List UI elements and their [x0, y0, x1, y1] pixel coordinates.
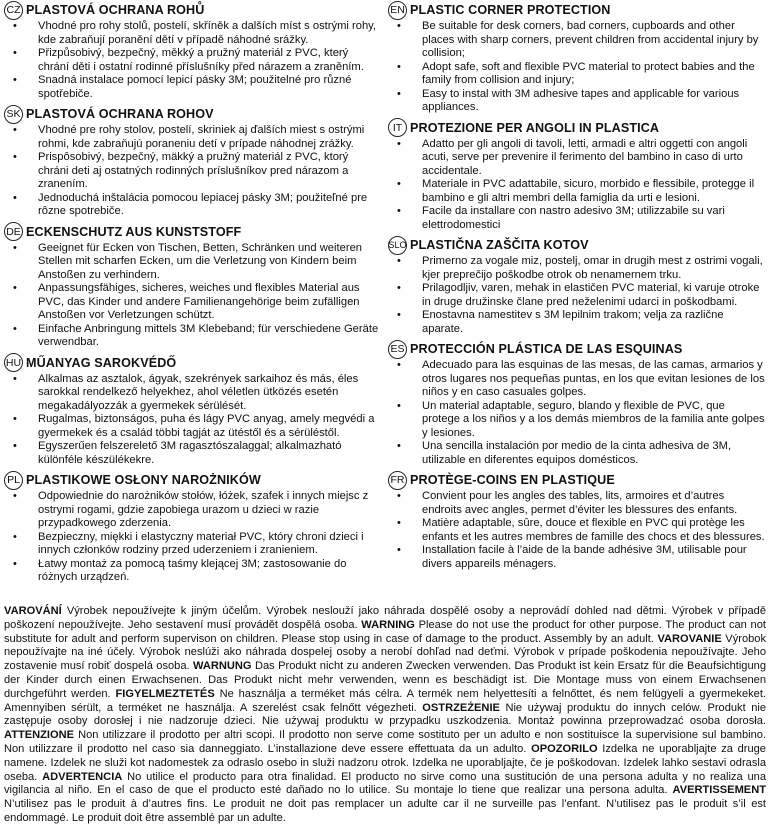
bullet-item: • Alkalmas az asztalok, ágyak, szekrények sarkaihoz és más, éles sarokkal rendelkező helyekhez, ahol véletlen ütközés esetén megakadályozzák a gyermekek sérülését. — [38, 373, 380, 414]
warning-text: Izdelka ne uporabljajte za druge namene. Izdelek ne služi kot nadomestek za odraslo osebo in služi nadzoru otrok. Izdelka ne uporabljajte, če je poškodovan. Izdelek lahko sestavi odrasla oseba. — [4, 742, 766, 783]
bullet-item: • Egyszerűen felszerelető 3M ragasztószalaggal; alkalmazható különféle készülékekre. — [38, 440, 380, 467]
left-column — [4, 0, 380, 588]
section-title: PLASTOVÁ OCHRANA ROHOV — [26, 107, 214, 121]
warning-text: No utilice el producto para otra finalidad. El producto no sirve como una sustitución de una persona adulta y no realiza una vigilancia al niño. En el caso de que el producto esté dañado no lo utilice. Su montaje lo tiene que realizar una persona adulta. — [4, 770, 766, 797]
bullet-item: • Be suitable for desk corners, bad corners, cupboards and other places with sharp corners, prevent children from accidental injury by collision; — [422, 20, 765, 61]
bullet-item: • Adopt safe, soft and flexible PVC material to protect babies and the family from collision and injury; — [422, 61, 765, 88]
section-pl — [4, 470, 380, 585]
section-title: PLASTIČNA ZAŠČITA KOTOV — [410, 238, 589, 252]
section-en — [388, 0, 765, 115]
warning-text: Ne használja a terméket más célra. A termék nem helyettesíti a felnőttet, és nem felügyeli a gyermekeket. Amennyiben sérült, a terméket ne használja. A szerelést csak felnőtt végezheti. — [4, 687, 766, 714]
section-title: PROTÈGE-COINS EN PLASTIQUE — [410, 473, 615, 487]
section-header — [388, 0, 765, 20]
warning-label: WARNUNG — [193, 660, 252, 673]
warning-text: Výrobek nepoužívejte k jiným účelům. Výrobek neslouží jako náhrada dospělé osoby a neprovádí dohled nad dětmi. Výrobek v případě poškození nepoužívejte. Jeho sestavení musí provádět dospělá osoba. — [4, 605, 766, 631]
bullet-item: • Bezpieczny, miękki i elastyczny materiał PVC, który chroni dzieci i innych członków rodziny przed uderzeniem i zranieniem. — [38, 531, 380, 558]
bullet-item: • Anpassungsfähiges, sicheres, weiches und flexibles Material aus PVC, das Kinder und andere Familienangehörige beim zufälligen Anstoßen vor Verletzungen schützt. — [38, 282, 380, 323]
warning-text: Please do not use the product for other purpose. The product can not substitute for adult and perform supervison on children. Please stop using in case of damage to the product. Assembly by an adult. — [4, 618, 766, 645]
section-hu — [4, 353, 380, 468]
bullet-list — [4, 490, 380, 585]
bullet-list — [4, 242, 380, 350]
bullet-list — [388, 490, 765, 571]
right-column — [388, 0, 765, 574]
section-title: PROTECCIÓN PLÁSTICA DE LAS ESQUINAS — [410, 342, 683, 356]
section-title: ECKENSCHUTZ AUS KUNSTSTOFF — [26, 224, 242, 239]
section-header — [4, 470, 380, 490]
section-it — [388, 118, 765, 233]
warning-label: FIGYELMEZTETÉS — [115, 687, 215, 700]
bullet-list — [4, 373, 380, 468]
section-header — [4, 353, 380, 373]
warning-label: ATTENZIONE — [4, 729, 75, 742]
warning-label: OSTRZEŻENIE — [422, 701, 500, 714]
bullet-item: • Odpowiednie do narożników stołów, łóżek, szafek i innych miejsc z ostrymi rogami, gdzie zapobiega urazom u dzieci w razie przypadkowego zderzenia. — [38, 490, 380, 531]
section-de — [4, 222, 380, 350]
bullet-item: • Einfache Anbringung mittels 3M Klebeband; für verschiedene Geräte verwendbar. — [38, 323, 380, 350]
warning-text: Nie używaj produktu do innych celów. Produkt nie zastępuje osoby dorosłej i nie nadzoruje dzieci. Nie używaj produktu w przypadku uszkodzenia. Montaż powinna przeprowadzać osoba dorosła. — [4, 701, 767, 728]
bullet-item: • Rugalmas, biztonságos, puha és lágy PVC anyag, amely megvédi a gyermekek és a család többi tagját az ütéstől és a sérüléstől. — [38, 413, 380, 440]
bullet-item: • Primerno za vogale miz, postelj, omar in drugih mest z ostrimi vogali, kjer preprečijo poškodbe otrok ob nenamernem trku. — [422, 255, 765, 282]
section-title: PROTEZIONE PER ANGOLI IN PLASTICA — [410, 120, 660, 135]
language-badge: HU — [4, 353, 23, 372]
bullet-item: • Materiale in PVC adattabile, sicuro, morbido e flessibile, protegge il bambino e gli altri membri della famiglia da urti e lesioni. — [422, 178, 765, 205]
section-cz — [4, 0, 380, 101]
bullet-list — [388, 255, 765, 336]
bullet-item: • Snadná instalace pomocí lepicí pásky 3M; použitelné pro různé spotřebiče. — [38, 74, 380, 101]
bullet-item: • Facile da installare con nastro adesivo 3M; utilizzabile su vari elettrodomestici — [422, 205, 765, 232]
language-badge: ES — [388, 340, 407, 359]
warning-label: OPOZORILO — [531, 742, 598, 755]
section-header — [388, 235, 765, 255]
section-sk — [4, 104, 380, 219]
warning-label: VAROVÁNÍ — [4, 605, 62, 617]
bullet-item: • Łatwy montaż za pomocą taśmy klejącej 3M; zastosowanie do różnych urządzeń. — [38, 558, 380, 585]
bullet-item: • Jednoduchá inštalácia pomocou lepiacej pásky 3M; použiteľné pre rôzne spotrebiče. — [38, 192, 380, 219]
warning-label: VAROVANIE — [657, 632, 722, 645]
language-badge: EN — [388, 1, 407, 20]
language-badge: SK — [4, 105, 23, 124]
bullet-list — [388, 20, 765, 115]
bullet-item: • Prispôsobivý, bezpečný, mäkký a pružný materiál z PVC, ktorý chráni deti aj ostatných rodinných príslušníkov pred nárazom a zranením. — [38, 151, 380, 192]
bullet-item: • Vhodné pre rohy stolov, postelí, skriniek aj ďalších miest s ostrými rohmi, kde zabraňujú poraneniu detí v prípade náhodnej zrážky. — [38, 124, 380, 151]
bullet-item: • Vhodné pro rohy stolů, postelí, skříněk a dalších míst s ostrými rohy, kde zabraňují poranění dětí v případě náhodné srážky. — [38, 20, 380, 47]
bullet-item: • Convient pour les angles des tables, lits, armoires et d’autres endroits avec angles, permet d’éviter les blessures des enfants. — [422, 490, 765, 517]
section-header — [388, 470, 765, 490]
bullet-item: • Enostavna namestitev s 3M lepilnim trakom; velja za različne aparate. — [422, 309, 765, 336]
bullet-item: • Adatto per gli angoli di tavoli, letti, armadi e altri oggetti con angoli acuti, serve per prevenire il ferimento del bambino in caso di urto accidentale. — [422, 138, 765, 179]
section-title: PLASTIC CORNER PROTECTION — [410, 3, 611, 17]
section-slo — [388, 235, 765, 336]
section-title: PLASTOVÁ OCHRANA ROHŮ — [26, 3, 205, 17]
warning-label: WARNING — [361, 618, 415, 631]
language-badge: SLO — [388, 236, 407, 255]
section-header — [4, 0, 380, 20]
bullet-list — [4, 124, 380, 219]
section-es — [388, 339, 765, 467]
bullet-item: • Geeignet für Ecken von Tischen, Betten, Schränken und weiteren Stellen mit scharfen Ecken, um die Verletzung von Kindern beim Anstoßen zu verhindern. — [38, 242, 380, 283]
bullet-item: • Matière adaptable, sûre, douce et flexible en PVC qui protège les enfants et les autres membres de famille des chocs et des blessures. — [422, 517, 765, 544]
section-fr — [388, 470, 765, 571]
bullet-item: • Prilagodljiv, varen, mehak in elastičen PVC material, ki varuje otroke in druge družinske člane pred neželenimi udarci in poškodbami. — [422, 282, 765, 309]
warning-text: Das Produkt nicht zu anderen Zwecken verwenden. Das Produkt ist kein Ersatz für die Beaufsichtigung der Kinder durch einen Erwachsenen. Das Produkt nicht mehr verwenden, wenn es beschädigt ist. Die Montage muss von einem Erwachsenen durchgeführt werden. — [4, 660, 766, 700]
section-header — [4, 222, 380, 242]
language-badge: CZ — [4, 1, 23, 20]
section-title: MŰANYAG SAROKVÉDŐ — [26, 355, 177, 370]
bullet-item: • Un material adaptable, seguro, blando y flexible de PVC, que protege a los niños y a los demás miembros de la familia ante golpes y lesiones. — [422, 400, 765, 441]
bullet-list — [388, 359, 765, 467]
section-header — [4, 104, 380, 124]
warning-text: Non utilizzare il prodotto per altri scopi. Il prodotto non serve come sostituto per un adulto e non sostituisce la supervisione sul bambino. Non utilizzare il prodotto nel caso sia danneggiato. L’installazione deve essere effettuata da un adulto. — [4, 729, 766, 755]
section-header — [388, 339, 765, 359]
warning-paragraph — [4, 605, 766, 826]
warning-label: AVERTISSEMENT — [672, 784, 766, 797]
language-badge: DE — [4, 222, 23, 241]
warning-text: N’utilisez pas le produit à d’autres fins. Le produit ne doit pas remplacer un adulte car il ne surveille pas l’enfant. N’utilisez pas le produit s’il est endommagé. Le produit doit être assemblé par un adulte. — [4, 798, 766, 824]
language-badge: FR — [388, 471, 407, 490]
bullet-list — [4, 20, 380, 101]
section-title: PLASTIKOWE OSŁONY NAROŻNIKÓW — [26, 473, 261, 487]
bullet-item: • Una sencilla instalación por medio de la cinta adhesiva de 3M, utilizable en diferentes equipos domésticos. — [422, 440, 765, 467]
bullet-item: • Přizpůsobivý, bezpečný, měkký a pružný materiál z PVC, který chrání děti i ostatní rodinné příslušníky před nárazem a zraněním. — [38, 47, 380, 74]
bullet-item: • Adecuado para las esquinas de las mesas, de las camas, armarios y otros lugares nos pequeñas puntas, en los que evitan lesiones de los niños y en caso casuales golpes. — [422, 359, 765, 400]
warning-label: ADVERTENCIA — [42, 770, 123, 783]
language-badge: PL — [4, 471, 23, 490]
bullet-item: • Easy to instal with 3M adhesive tapes and applicable for various appliances. — [422, 88, 765, 115]
section-header — [388, 118, 765, 138]
warning-text: Výrobok nepoužívajte na iné účely. Výrobok neslúži ako náhrada dospelej osoby a nerobí dohľad nad deťmi. Výrobok v prípade poškodenia nepoužívajte. Jeho zostavenie musí robiť dospelá osoba. — [4, 632, 766, 673]
language-badge: IT — [388, 118, 407, 137]
bullet-list — [388, 138, 765, 233]
bullet-item: • Installation facile à l’aide de la bande adhésive 3M, utilisable pour divers appareils ménagers. — [422, 544, 765, 571]
